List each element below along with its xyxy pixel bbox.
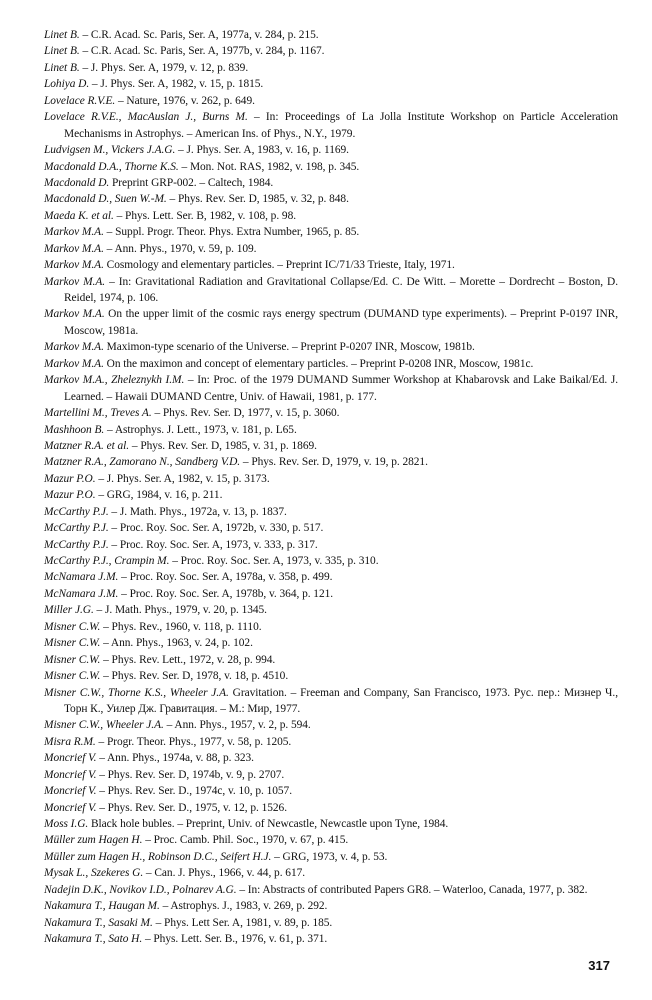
- reference-entry: [44, 405, 618, 421]
- reference-entry: [44, 717, 618, 733]
- reference-entry: [44, 865, 618, 881]
- reference-authors: Markov M.A.: [44, 242, 104, 255]
- reference-entry: [44, 175, 618, 191]
- reference-authors: Mazur P.O.: [44, 489, 96, 502]
- reference-entry: [44, 832, 618, 848]
- reference-entry: [44, 750, 618, 766]
- reference-entry: [44, 931, 618, 947]
- reference-entry: [44, 569, 618, 585]
- reference-text: Maximon-type scenario of the Universe. – Preprint P-0207 INR, Moscow, 1981b.: [103, 341, 475, 354]
- reference-entry: [44, 652, 618, 668]
- reference-entry: [44, 257, 618, 273]
- reference-authors: Moncrief V.: [44, 768, 97, 781]
- reference-authors: Markov M.A.: [44, 259, 104, 272]
- reference-text: – J. Phys. Ser. A, 1982, v. 15, p. 3173.: [95, 472, 270, 485]
- reference-entry: [44, 898, 618, 914]
- reference-authors: Linet B.: [44, 45, 80, 58]
- reference-authors: Moncrief V.: [44, 801, 97, 814]
- reference-entry: [44, 372, 618, 405]
- reference-authors: Linet B.: [44, 61, 80, 74]
- reference-entry: [44, 487, 618, 503]
- reference-authors: Markov M.A.: [44, 226, 104, 239]
- reference-text: – Progr. Theor. Phys., 1977, v. 58, p. 1205.: [95, 735, 292, 748]
- reference-text: On the upper limit of the cosmic rays energy spectrum (DUMAND type experiments). – Preprint P-0197 INR, Moscow, 1981a.: [64, 308, 618, 337]
- reference-authors: Miller J.G.: [44, 604, 94, 617]
- reference-entry: [44, 454, 618, 470]
- reference-entry: [44, 208, 618, 224]
- reference-entry: [44, 816, 618, 832]
- reference-authors: Linet B.: [44, 29, 80, 41]
- reference-entry: [44, 60, 618, 76]
- reference-text: – GRG, 1984, v. 16, p. 211.: [95, 489, 223, 502]
- reference-entry: [44, 915, 618, 931]
- reference-text: – J. Math. Phys., 1979, v. 20, p. 1345.: [93, 604, 267, 617]
- reference-entry: [44, 109, 618, 142]
- reference-authors: Lovelace R.V.E., MacAuslan J., Burns M.: [44, 111, 248, 124]
- reference-entry: [44, 224, 618, 240]
- reference-text: – Phys. Lett Ser. A, 1981, v. 89, p. 185.: [152, 916, 333, 929]
- reference-authors: Lohiya D.: [44, 78, 90, 91]
- reference-authors: Moncrief V.: [44, 785, 97, 798]
- reference-entry: [44, 668, 618, 684]
- reference-text: – In: Proc. of the 1979 DUMAND Summer Workshop at Khabarovsk and Lake Baikal/Ed. J. Learned. – Hawaii DUMAND Centre, Univ. of Hawaii, 1981, p. 177.: [64, 374, 618, 403]
- reference-text: – GRG, 1973, v. 4, p. 53.: [271, 850, 388, 863]
- reference-authors: Macdonald D.: [44, 176, 110, 189]
- reference-authors: Matzner R.A. et al.: [44, 439, 130, 452]
- reference-entry: [44, 849, 618, 865]
- reference-text: – In: Gravitational Radiation and Gravitational Collapse/Ed. C. De Witt. – Morette – Dordrecht – Boston, D. Reidel, 1974, p. 106.: [64, 275, 618, 304]
- reference-entry: [44, 602, 618, 618]
- reference-text: – Suppl. Progr. Theor. Phys. Extra Number, 1965, p. 85.: [103, 226, 360, 239]
- reference-entry: [44, 553, 618, 569]
- reference-authors: Markov M.A.: [44, 357, 104, 370]
- reference-text: – Proc. Roy. Soc. Ser. A, 1973, v. 335, p. 310.: [169, 555, 379, 567]
- reference-text: – Proc. Roy. Soc. Ser. A, 1973, v. 333, p. 317.: [108, 538, 318, 551]
- reference-text: – Phys. Rev. Lett., 1972, v. 28, p. 994.: [100, 653, 276, 666]
- reference-authors: Martellini M., Treves A.: [44, 407, 152, 420]
- reference-authors: Markov M.A.: [44, 341, 104, 354]
- reference-entry: [44, 882, 618, 898]
- reference-authors: McCarthy P.J.: [44, 538, 109, 551]
- reference-list: [44, 27, 618, 948]
- reference-text: Preprint GRP-002. – Caltech, 1984.: [109, 176, 274, 189]
- reference-authors: Misner C.W.: [44, 670, 101, 683]
- reference-text: – Ann. Phys., 1974a, v. 88, p. 323.: [96, 752, 254, 765]
- reference-text: – Proc. Roy. Soc. Ser. A, 1978a, v. 358, p. 499.: [118, 571, 333, 584]
- reference-entry: [44, 159, 618, 175]
- reference-entry: [44, 783, 618, 799]
- reference-authors: Müller zum Hagen H.: [44, 834, 143, 847]
- reference-authors: Misner C.W., Thorne K.S., Wheeler J.A.: [44, 686, 229, 699]
- reference-text: – Phys. Lett. Ser. B., 1976, v. 61, p. 371.: [142, 933, 328, 946]
- reference-entry: [44, 43, 618, 59]
- reference-authors: Misra R.M.: [44, 735, 96, 748]
- reference-entry: [44, 537, 618, 553]
- reference-entry: [44, 76, 618, 92]
- reference-entry: [44, 339, 618, 355]
- reference-text: On the maximon and concept of elementary particles. – Preprint P-0208 INR, Moscow, 1981c.: [103, 357, 534, 370]
- reference-authors: Markov M.A., Zheleznykh I.M.: [44, 374, 185, 387]
- reference-text: – J. Phys. Ser. A, 1979, v. 12, p. 839.: [79, 61, 249, 74]
- reference-text: – Mon. Not. RAS, 1982, v. 198, p. 345.: [178, 160, 360, 173]
- reference-authors: Misner C.W.: [44, 653, 101, 666]
- reference-text: – In: Abstracts of contributed Papers GR8. – Waterloo, Canada, 1977, p. 382.: [236, 883, 588, 896]
- reference-text: – Phys. Rev. Ser. D, 1977, v. 15, p. 3060.: [151, 407, 340, 420]
- reference-authors: Markov M.A.: [44, 308, 105, 321]
- reference-entry: [44, 241, 618, 257]
- reference-text: – J. Phys. Ser. A, 1983, v. 16, p. 1169.: [175, 144, 349, 157]
- reference-text: – J. Math. Phys., 1972a, v. 13, p. 1837.: [108, 505, 287, 518]
- reference-authors: Matzner R.A., Zamorano N., Sandberg V.D.: [44, 456, 241, 469]
- reference-text: – Proc. Roy. Soc. Ser. A, 1978b, v. 364, p. 121.: [118, 587, 334, 600]
- reference-text: – Phys. Lett. Ser. B, 1982, v. 108, p. 98.: [113, 209, 297, 222]
- reference-authors: Misner C.W.: [44, 620, 101, 633]
- reference-authors: Mashhoon B.: [44, 423, 105, 436]
- reference-text: Gravitation. – Freeman and Company, San Francisco, 1973. Рус. пер.: Мизнер Ч., Торн К., Уилер Дж. Гравитация. – М.: Мир, 1977.: [64, 686, 619, 715]
- reference-text: – Phys. Rev. Ser. D., 1974c, v. 10, p. 1057.: [96, 785, 292, 798]
- reference-authors: McNamara J.M.: [44, 587, 119, 600]
- reference-text: – C.R. Acad. Sc. Paris, Ser. A, 1977b, v. 284, p. 1167.: [79, 45, 325, 58]
- reference-text: – Astrophys. J., 1983, v. 269, p. 292.: [159, 900, 328, 913]
- reference-text: – C.R. Acad. Sc. Paris, Ser. A, 1977a, v. 284, p. 215.: [79, 29, 319, 41]
- reference-authors: Mysak L., Szekeres G.: [44, 867, 144, 880]
- reference-text: – J. Phys. Ser. A, 1982, v. 15, p. 1815.: [89, 78, 264, 91]
- reference-entry: [44, 306, 618, 339]
- reference-entry: [44, 27, 618, 43]
- reference-entry: [44, 438, 618, 454]
- reference-entry: [44, 800, 618, 816]
- reference-text: – Phys. Rev., 1960, v. 118, p. 1110.: [100, 620, 262, 633]
- reference-entry: [44, 520, 618, 536]
- reference-entry: [44, 93, 618, 109]
- reference-authors: Nakamura T., Sasaki M.: [44, 916, 153, 929]
- reference-text: – Ann. Phys., 1970, v. 59, p. 109.: [103, 242, 257, 255]
- reference-entry: [44, 734, 618, 750]
- reference-text: – Phys. Rev. Ser. D, 1979, v. 19, p. 2821.: [240, 456, 428, 469]
- reference-text: – Phys. Rev. Ser. D, 1985, v. 32, p. 848.: [166, 193, 349, 206]
- reference-entry: [44, 191, 618, 207]
- reference-text: – Phys. Rev. Ser. D., 1975, v. 12, p. 1526.: [96, 801, 287, 814]
- reference-text: – Ann. Phys., 1963, v. 24, p. 102.: [100, 637, 253, 650]
- reference-authors: McNamara J.M.: [44, 571, 119, 584]
- reference-entry: [44, 356, 618, 372]
- reference-authors: Nadejin D.K., Novikov I.D., Polnarev A.G.: [44, 883, 237, 896]
- reference-text: – In: Proceedings of La Jolla Institute Workshop on Particle Acceleration Mechanisms in Astrophys. – American Ins. of Phys., N.Y., 1979.: [64, 111, 619, 140]
- reference-text: – Can. J. Phys., 1966, v. 44, p. 617.: [143, 867, 306, 880]
- reference-authors: Misner C.W.: [44, 637, 101, 650]
- reference-authors: Moncrief V.: [44, 752, 97, 765]
- reference-authors: Ludvigsen M., Vickers J.A.G.: [44, 144, 176, 157]
- reference-authors: McCarthy P.J., Crampin M.: [44, 555, 170, 567]
- reference-authors: Markov M.A.: [44, 275, 106, 288]
- reference-authors: Moss I.G.: [44, 818, 89, 830]
- reference-authors: Lovelace R.V.E.: [44, 94, 116, 107]
- reference-authors: McCarthy P.J.: [44, 505, 109, 518]
- reference-authors: Macdonald D., Suen W.-M.: [44, 193, 167, 206]
- reference-text: – Phys. Rev. Ser. D, 1974b, v. 9, p. 2707.: [96, 768, 285, 781]
- reference-entry: [44, 586, 618, 602]
- reference-authors: Maeda K. et al.: [44, 209, 114, 222]
- reference-text: – Phys. Rev. Ser. D, 1978, v. 18, p. 4510.: [100, 670, 289, 683]
- reference-authors: Nakamura T., Haugan M.: [44, 900, 160, 913]
- reference-text: – Proc. Roy. Soc. Ser. A, 1972b, v. 330, p. 517.: [108, 522, 324, 535]
- reference-text: – Astrophys. J. Lett., 1973, v. 181, p. L65.: [104, 423, 297, 436]
- reference-text: – Phys. Rev. Ser. D, 1985, v. 31, p. 1869.: [129, 439, 317, 452]
- reference-text: Black hole bubles. – Preprint, Univ. of Newcastle, Newcastle upon Tyne, 1984.: [88, 818, 449, 830]
- reference-text: Cosmology and elementary particles. – Preprint IC/71/33 Trieste, Italy, 1971.: [103, 259, 455, 272]
- reference-entry: [44, 619, 618, 635]
- reference-entry: [44, 685, 618, 718]
- reference-text: – Ann. Phys., 1957, v. 2, p. 594.: [163, 719, 311, 732]
- reference-authors: Nakamura T., Sato H.: [44, 933, 143, 946]
- reference-authors: Mazur P.O.: [44, 472, 96, 485]
- reference-entry: [44, 635, 618, 651]
- reference-authors: McCarthy P.J.: [44, 522, 109, 535]
- reference-entry: [44, 274, 618, 307]
- reference-entry: [44, 422, 618, 438]
- reference-entry: [44, 471, 618, 487]
- reference-entry: [44, 142, 618, 158]
- reference-authors: Misner C.W., Wheeler J.A.: [44, 719, 164, 732]
- reference-entry: [44, 504, 618, 520]
- reference-authors: Müller zum Hagen H., Robinson D.C., Seifert H.J.: [44, 850, 272, 863]
- reference-text: – Nature, 1976, v. 262, p. 649.: [115, 94, 255, 107]
- reference-text: – Proc. Camb. Phil. Soc., 1970, v. 67, p. 415.: [142, 834, 349, 847]
- page-number: 317: [588, 958, 610, 973]
- reference-entry: [44, 767, 618, 783]
- reference-authors: Macdonald D.A., Thorne K.S.: [44, 160, 179, 173]
